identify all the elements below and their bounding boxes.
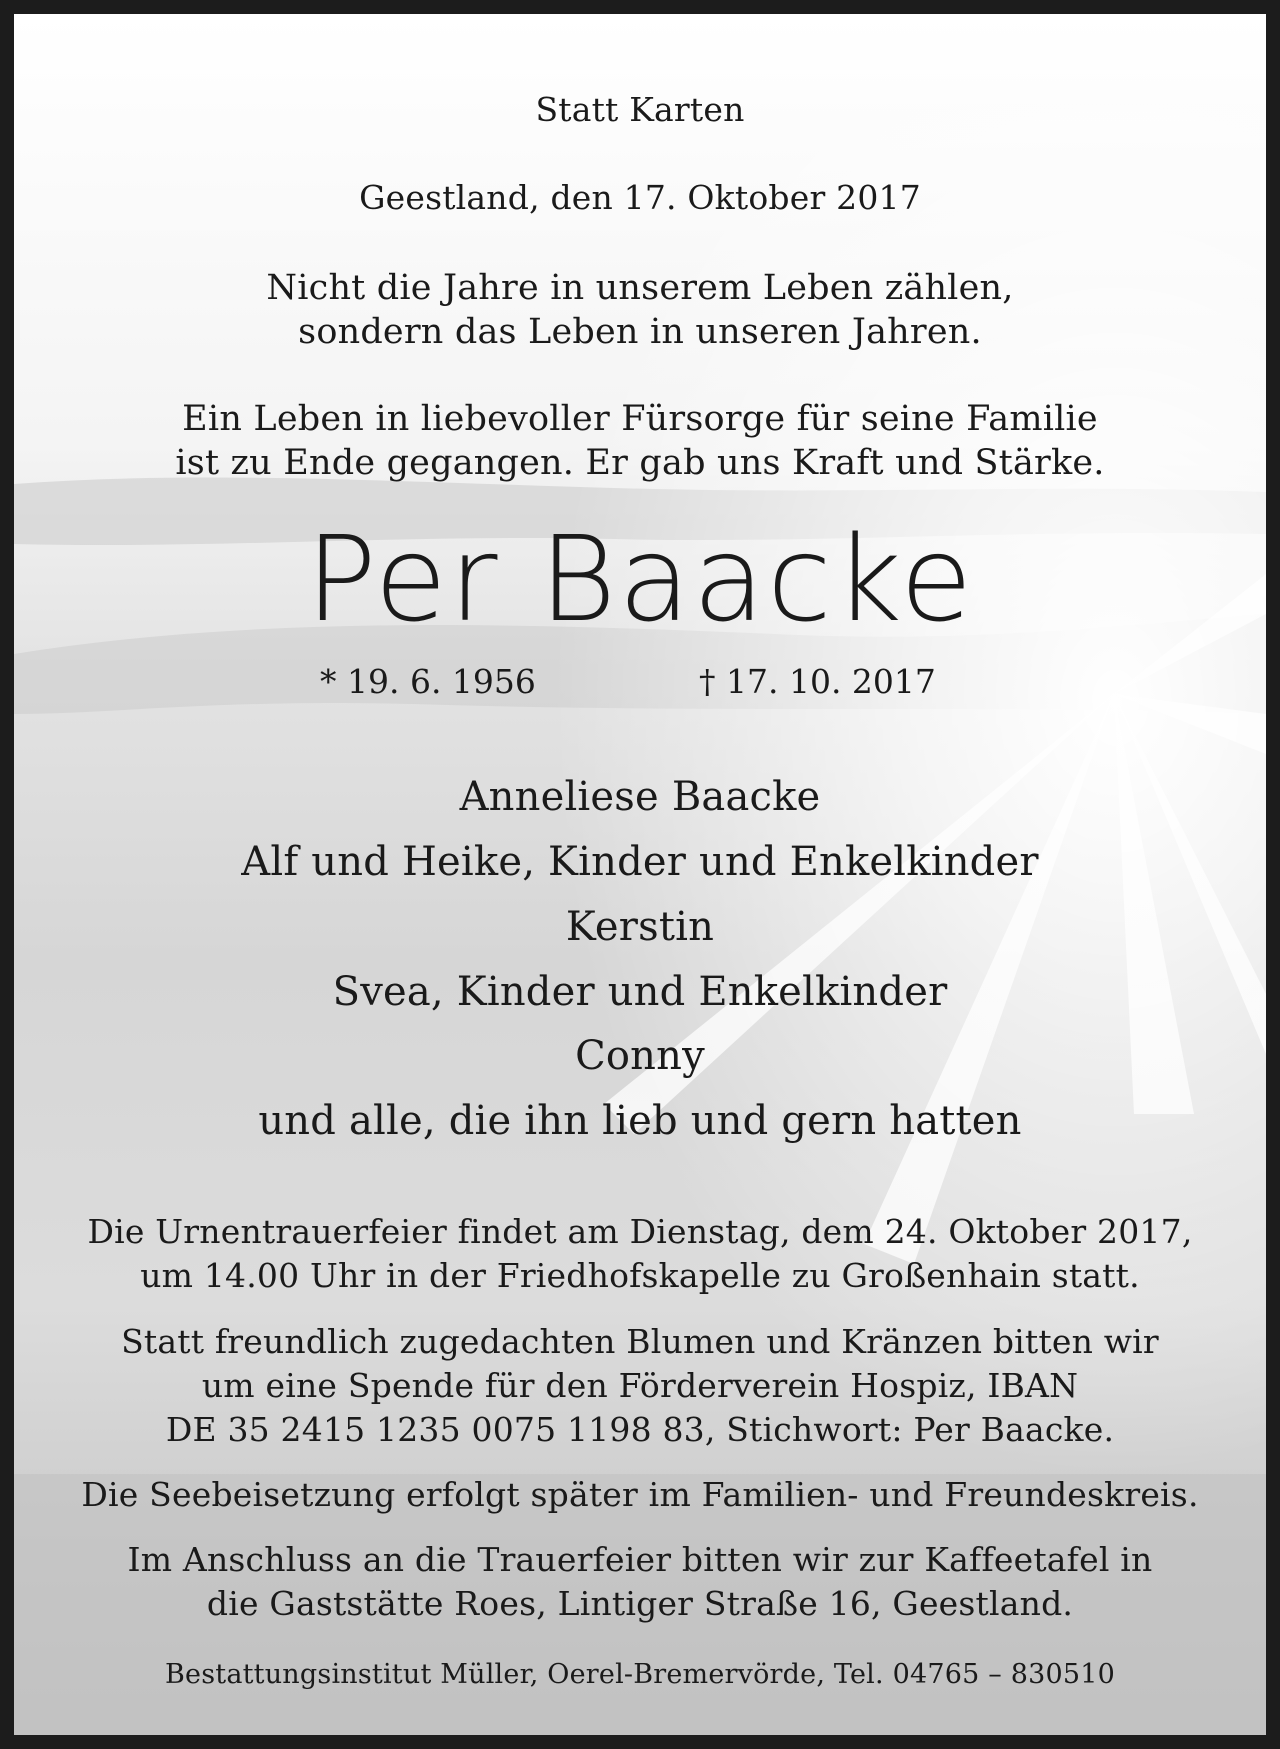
donation-line-1: Statt freundlich zugedachten Blumen und Kränzen bitten wir — [121, 1322, 1159, 1361]
sea-burial-line: Die Seebeisetzung erfolgt später im Familien- und Freundeskreis. — [81, 1475, 1199, 1514]
mourner-line: Anneliese Baacke — [459, 774, 821, 820]
reception-line-1: Im Anschluss an die Trauerfeier bitten wir zur Kaffeetafel in — [127, 1540, 1153, 1579]
verse-line-2: sondern das Leben in unseren Jahren. — [298, 312, 982, 352]
notice-content — [14, 14, 1266, 1735]
undertaker-line: Bestattungsinstitut Müller, Oerel-Bremervörde, Tel. 04765 – 830510 — [165, 1659, 1115, 1690]
death-date: † 17. 10. 2017 — [699, 662, 936, 701]
donation-line-3: DE 35 2415 1235 0075 1198 83, Stichwort: Per Baacke. — [165, 1410, 1115, 1449]
donation-line-2: um eine Spende für den Förderverein Hospiz, IBAN — [201, 1366, 1079, 1405]
mourner-line: Kerstin — [565, 904, 715, 950]
ceremony-line-1: Die Urnentrauerfeier findet am Dienstag, dem 24. Oktober 2017, — [87, 1212, 1193, 1251]
place-date: Geestland, den 17. Oktober 2017 — [359, 178, 921, 217]
ceremony-line-2: um 14.00 Uhr in der Friedhofskapelle zu Großenhain statt. — [140, 1256, 1140, 1295]
mourner-line: und alle, die ihn lieb und gern hatten — [258, 1098, 1022, 1144]
mourner-line: Alf und Heike, Kinder und Enkelkinder — [241, 839, 1039, 885]
birth-date: * 19. 6. 1956 — [320, 662, 536, 701]
reception-line-2: die Gaststätte Roes, Lintiger Straße 16, Geestland. — [206, 1584, 1074, 1623]
mourner-line: Svea, Kinder und Enkelkinder — [332, 969, 948, 1015]
tribute-line-1: Ein Leben in liebevoller Fürsorge für seine Familie — [182, 399, 1098, 439]
deceased-name: Per Baacke — [305, 510, 975, 648]
tribute-line-2: ist zu Ende gegangen. Er gab uns Kraft und Stärke. — [175, 443, 1105, 483]
intro-line: Statt Karten — [535, 90, 745, 129]
verse-line-1: Nicht die Jahre in unserem Leben zählen, — [266, 268, 1014, 308]
mourner-line: Conny — [575, 1033, 705, 1079]
